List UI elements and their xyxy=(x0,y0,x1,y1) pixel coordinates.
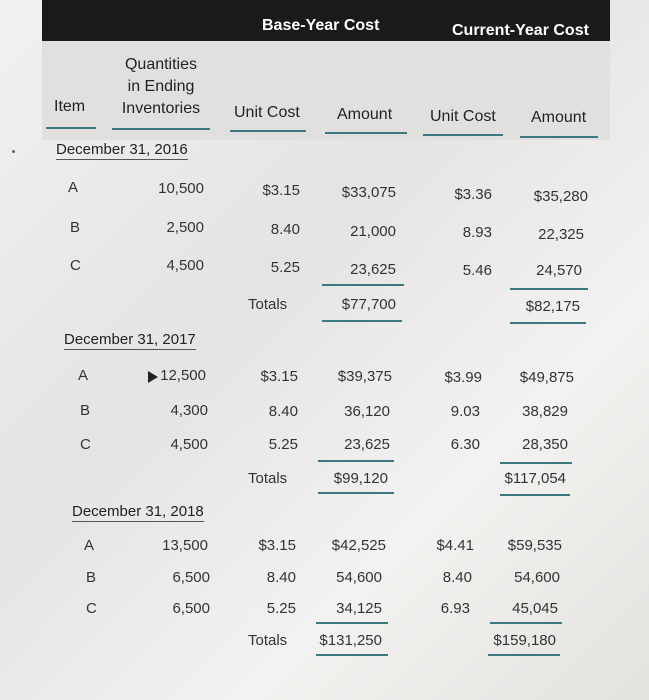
quantity-cell: 4,500 xyxy=(170,436,208,453)
base-amount-cell: 54,600 xyxy=(336,569,382,586)
base-unit-cost-cell: 8.40 xyxy=(268,403,298,420)
base-amount-cell: 23,625 xyxy=(344,436,390,453)
quantity-cell: 10,500 xyxy=(158,180,204,197)
current-unit-cost-header: Unit Cost xyxy=(430,108,496,125)
current-unit-cost-cell: 8.40 xyxy=(442,569,472,586)
header-rule xyxy=(46,127,96,129)
current-unit-cost-cell: 9.03 xyxy=(450,403,480,420)
current-amount-cell: 28,350 xyxy=(522,436,568,453)
base-unit-cost-cell: 5.25 xyxy=(270,259,300,276)
quantity-cell: 4,500 xyxy=(166,257,204,274)
total-rule xyxy=(510,322,586,324)
current-unit-cost-cell: $3.36 xyxy=(454,186,492,203)
base-amount-header: Amount xyxy=(337,106,393,123)
subtotal-rule xyxy=(500,462,572,464)
current-unit-cost-cell: 8.93 xyxy=(462,224,492,241)
current-total-cell: $117,054 xyxy=(504,470,566,487)
current-amount-cell: $59,535 xyxy=(507,537,562,554)
base-unit-cost-cell: $3.15 xyxy=(258,537,296,554)
header-rule xyxy=(112,128,210,130)
base-amount-cell: 21,000 xyxy=(350,223,396,240)
base-unit-cost-cell: $3.15 xyxy=(260,368,298,385)
quantity-cell: 6,500 xyxy=(172,569,210,586)
section-date-2016: December 31, 2016 xyxy=(56,141,188,158)
item-cell: A xyxy=(78,367,89,384)
item-cell: A xyxy=(84,537,95,554)
base-unit-cost-cell: $3.15 xyxy=(262,182,300,199)
current-total-cell: $159,180 xyxy=(493,632,556,649)
quantities-column-header xyxy=(118,54,204,120)
current-amount-cell: 45,045 xyxy=(512,600,558,617)
totals-label: Totals xyxy=(248,296,288,313)
current-year-cost-heading: Current-Year Cost xyxy=(452,22,589,39)
current-unit-cost-cell: $4.41 xyxy=(436,537,474,554)
quantity-cell: 6,500 xyxy=(172,600,210,617)
header-rule xyxy=(230,130,306,132)
current-amount-header: Amount xyxy=(531,109,587,126)
item-cell: B xyxy=(70,219,81,236)
item-cell: A xyxy=(68,179,79,196)
item-cell: C xyxy=(80,436,91,453)
current-unit-cost-cell: 6.30 xyxy=(450,436,480,453)
base-unit-cost-cell: 5.25 xyxy=(266,600,296,617)
header-rule xyxy=(520,136,598,138)
header-rule xyxy=(423,134,503,136)
base-amount-cell: 36,120 xyxy=(344,403,390,420)
base-amount-cell: $42,525 xyxy=(331,537,386,554)
item-cell: B xyxy=(86,569,97,586)
current-amount-cell: $35,280 xyxy=(533,188,588,205)
subtotal-rule xyxy=(490,622,562,624)
base-total-cell: $77,700 xyxy=(341,296,396,313)
quantity-cell: 13,500 xyxy=(162,537,208,554)
total-rule xyxy=(488,654,560,656)
base-total-cell: $131,250 xyxy=(319,632,382,649)
current-unit-cost-cell: 5.46 xyxy=(462,262,492,279)
item-cell: C xyxy=(86,600,97,617)
base-amount-cell: 23,625 xyxy=(350,261,396,278)
quantity-cell: 4,300 xyxy=(170,402,208,419)
current-amount-cell: 22,325 xyxy=(538,226,584,243)
base-unit-cost-cell: 5.25 xyxy=(268,436,298,453)
bullet-dot xyxy=(12,150,15,153)
quantities-header-line-3: Inventories xyxy=(121,100,201,117)
current-amount-cell: 54,600 xyxy=(514,569,560,586)
subtotal-rule xyxy=(510,288,588,290)
quantities-header-line-1: Quantities xyxy=(124,56,198,73)
header-rule xyxy=(325,132,407,134)
base-amount-cell: $33,075 xyxy=(341,184,396,201)
base-unit-cost-header: Unit Cost xyxy=(234,104,300,121)
total-rule xyxy=(316,654,388,656)
base-unit-cost-cell: 8.40 xyxy=(266,569,296,586)
totals-label: Totals xyxy=(248,470,288,487)
base-year-cost-heading: Base-Year Cost xyxy=(262,17,380,34)
section-date-2018: December 31, 2018 xyxy=(72,503,204,520)
current-unit-cost-cell: $3.99 xyxy=(444,369,482,386)
quantities-header-line-2: in Ending xyxy=(127,78,195,95)
quantity-cell: 2,500 xyxy=(166,219,204,236)
current-amount-cell: 24,570 xyxy=(536,262,582,279)
base-amount-cell: $39,375 xyxy=(337,368,392,385)
item-cell: C xyxy=(70,257,81,274)
subtotal-rule xyxy=(322,284,404,286)
base-amount-cell: 34,125 xyxy=(336,600,382,617)
current-amount-cell: 38,829 xyxy=(522,403,568,420)
current-total-cell: $82,175 xyxy=(525,298,580,315)
section-date-2017: December 31, 2017 xyxy=(64,331,196,348)
totals-label: Totals xyxy=(248,632,288,649)
total-rule xyxy=(318,492,394,494)
item-cell: B xyxy=(80,402,91,419)
subtotal-rule xyxy=(316,622,388,624)
current-amount-cell: $49,875 xyxy=(519,369,574,386)
base-total-cell: $99,120 xyxy=(333,470,388,487)
subtotal-rule xyxy=(318,460,394,462)
quantity-cell: 12,500 xyxy=(160,367,206,384)
base-unit-cost-cell: 8.40 xyxy=(270,221,300,238)
item-column-header: Item xyxy=(54,98,86,115)
total-rule xyxy=(500,494,570,496)
current-unit-cost-cell: 6.93 xyxy=(440,600,470,617)
total-rule xyxy=(322,320,402,322)
